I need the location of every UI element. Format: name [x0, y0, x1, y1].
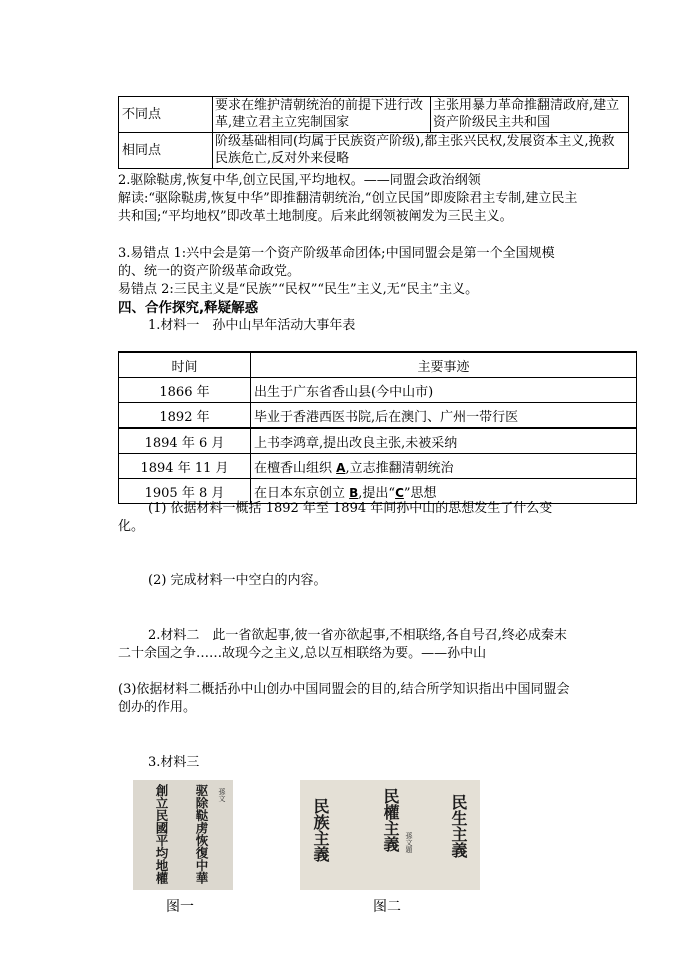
table-row [119, 403, 637, 429]
question-1: (1) 依据材料一概括 1892 年至 1894 年间孙中山的思想发生了什么变化。 [118, 501, 553, 534]
event-text-part: 在日本东京创立 [254, 485, 350, 501]
error-point-2: 易错点 2:三民主义是“民族”“民权”“民生”主义,无“民主”主义。 [118, 282, 479, 297]
figure-1-caption: 图一 [166, 899, 194, 915]
column-header-events: 主要事迹 [251, 352, 637, 378]
calligraphy-image-1 [133, 780, 233, 890]
platform-interpretation: 解读:“驱除鞑虏,恢复中华”即推翻清朝统治,“创立民国”即废除君主专制,建立民主共和国;“平均地权”即改革土地制度。后来此纲领被阐发为三民主义。 [118, 191, 578, 224]
table-row [119, 97, 629, 133]
event-text [251, 454, 637, 479]
platform-line: 2.驱除鞑虏,恢复中华,创立民国,平均地权。——同盟会政治纲领 [118, 173, 481, 188]
comparison-table [118, 96, 629, 169]
calligraphy-column: 民生主義 [449, 794, 468, 858]
calligraphy-column: 民族主義 [311, 798, 330, 862]
calligraphy-column: 驱除鞑虏恢復中華 [194, 784, 209, 884]
error-point-1: 3.易错点 1:兴中会是第一个资产阶级革命团体;中国同盟会是第一个全国规模的、统一的资产阶级革命政党。 [118, 246, 555, 279]
event-text-part: ”思想 [403, 485, 437, 501]
table-row [119, 454, 637, 479]
section-heading: 四、合作探究,释疑解惑 [118, 300, 259, 316]
calligraphy-column: 創立民國平均地權 [154, 784, 169, 884]
question-3: (3)依据材料二概括孙中山创办中国同盟会的目的,结合所学知识指出中国同盟会创办的作用。 [118, 682, 570, 715]
event-text-part: ,提出“ [358, 485, 396, 501]
event-text-part: ,立志推翻清朝统治 [345, 460, 454, 476]
calligraphy-column: 民權主義 [381, 788, 400, 852]
question-2: (2) 完成材料一中空白的内容。 [148, 573, 327, 588]
event-text-part: 在檀香山组织 [254, 460, 337, 476]
calligraphy-image-2 [300, 780, 480, 890]
reformist-cell: 要求在维护清朝统治的前提下进行改革,建立君主立宪制国家 [213, 97, 431, 133]
table-row [119, 378, 637, 403]
event-date: 1892 年 [119, 403, 251, 429]
event-date: 1905 年 8 月 [119, 479, 251, 504]
revolutionary-cell: 主张用暴力革命推翻清政府,建立资产阶级民主共和国 [431, 97, 629, 133]
material-3-title: 3.材料三 [148, 755, 200, 770]
blank-a: A [336, 460, 346, 475]
event-date: 1894 年 11 月 [119, 454, 251, 479]
signature: 孫文題 [405, 832, 413, 853]
event-text: 上书李鸿章,提出改良主张,未被采纳 [251, 428, 637, 454]
event-text: 出生于广东省香山县(今中山市) [251, 378, 637, 403]
material1-title: 1.材料一 孙中山早年活动大事年表 [148, 318, 356, 333]
event-date: 1866 年 [119, 378, 251, 403]
event-date: 1894 年 6 月 [119, 428, 251, 454]
row-label-different: 不同点 [119, 97, 213, 133]
blank-b: B [349, 485, 359, 500]
event-text: 毕业于香港西医书院,后在澳门、广州一带行医 [251, 403, 637, 429]
figure-2-caption: 图二 [373, 899, 401, 915]
table-row [119, 133, 629, 169]
blank-c: C [395, 485, 404, 500]
similarity-cell: 阶级基础相同(均属于民族资产阶级),都主张兴民权,发展资本主义,挽救民族危亡,反对外来侵略 [213, 133, 629, 169]
signature: 孫文 [218, 788, 226, 802]
material-2: 2.材料二 此一省欲起事,彼一省亦欲起事,不相联络,各自号召,终必成秦末二十余国之争……故现今之主义,总以互相联络为要。——孙中山 [118, 628, 567, 661]
column-header-time: 时间 [119, 352, 251, 378]
events-table [118, 351, 637, 504]
row-label-same: 相同点 [119, 133, 213, 169]
table-header-row [119, 352, 637, 378]
table-row [119, 428, 637, 454]
